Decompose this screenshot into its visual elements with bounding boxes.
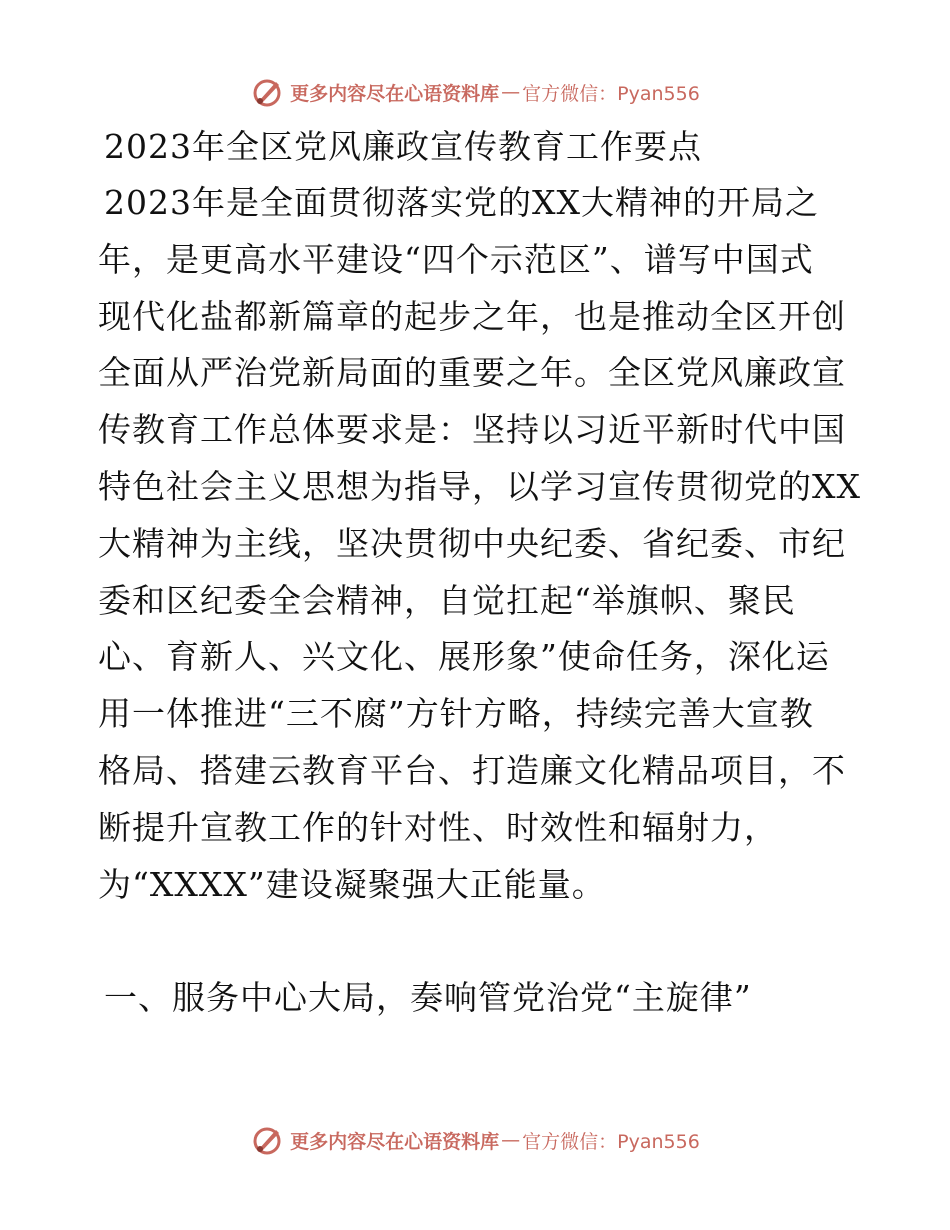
paragraph-line: 格局、搭建云教育平台、打造廉文化精品项目，不 [98, 750, 846, 790]
banner-site-text: 更多内容尽在心语资料库 [290, 1130, 500, 1153]
paragraph-line: 特色社会主义思想为指导，以学习宣传贯彻党的XX [98, 466, 861, 506]
paragraph-line: 大精神为主线，坚决贯彻中央纪委、省纪委、市纪 [98, 523, 846, 563]
paragraph-line: 年，是更高水平建设“四个示范区”、谱写中国式 [98, 239, 814, 279]
brush-logo-icon [250, 75, 284, 109]
body-paragraph [98, 175, 861, 913]
paragraph-line: 断提升宣教工作的针对性、时效性和辐射力， [98, 807, 778, 847]
footer-watermark-banner [0, 1120, 950, 1160]
banner-separator: — [501, 81, 521, 103]
header-watermark-banner [0, 72, 950, 112]
banner-wechat-text: 官方微信：Pyan556 [522, 1130, 700, 1153]
paragraph-line: 为“XXXX”建设凝聚强大正能量。 [98, 864, 606, 904]
paragraph-line: 全面从严治党新局面的重要之年。全区党风廉政宣 [98, 353, 846, 393]
paragraph-line: 心、育新人、兴文化、展形象”使命任务，深化运 [98, 637, 830, 677]
brush-logo-icon [250, 1123, 284, 1157]
document-title: 2023年全区党风廉政宣传教育工作要点 [104, 127, 702, 166]
banner-separator: — [501, 1129, 521, 1151]
paragraph-line: 现代化盐都新篇章的起步之年，也是推动全区开创 [98, 296, 846, 336]
paragraph-line: 2023年是全面贯彻落实党的XX大精神的开局之 [104, 183, 819, 222]
paragraph-line: 委和区纪委全会精神，自觉扛起“举旗帜、聚民 [98, 580, 796, 620]
banner-site-text: 更多内容尽在心语资料库 [290, 82, 500, 105]
paragraph-line: 用一体推进“三不腐”方针方略，持续完善大宣教 [98, 694, 814, 734]
banner-wechat-text: 官方微信：Pyan556 [522, 82, 700, 105]
paragraph-line: 传教育工作总体要求是：坚持以习近平新时代中国 [98, 410, 846, 450]
section-heading: 一、服务中心大局，奏响管党治党“主旋律” [104, 978, 752, 1017]
